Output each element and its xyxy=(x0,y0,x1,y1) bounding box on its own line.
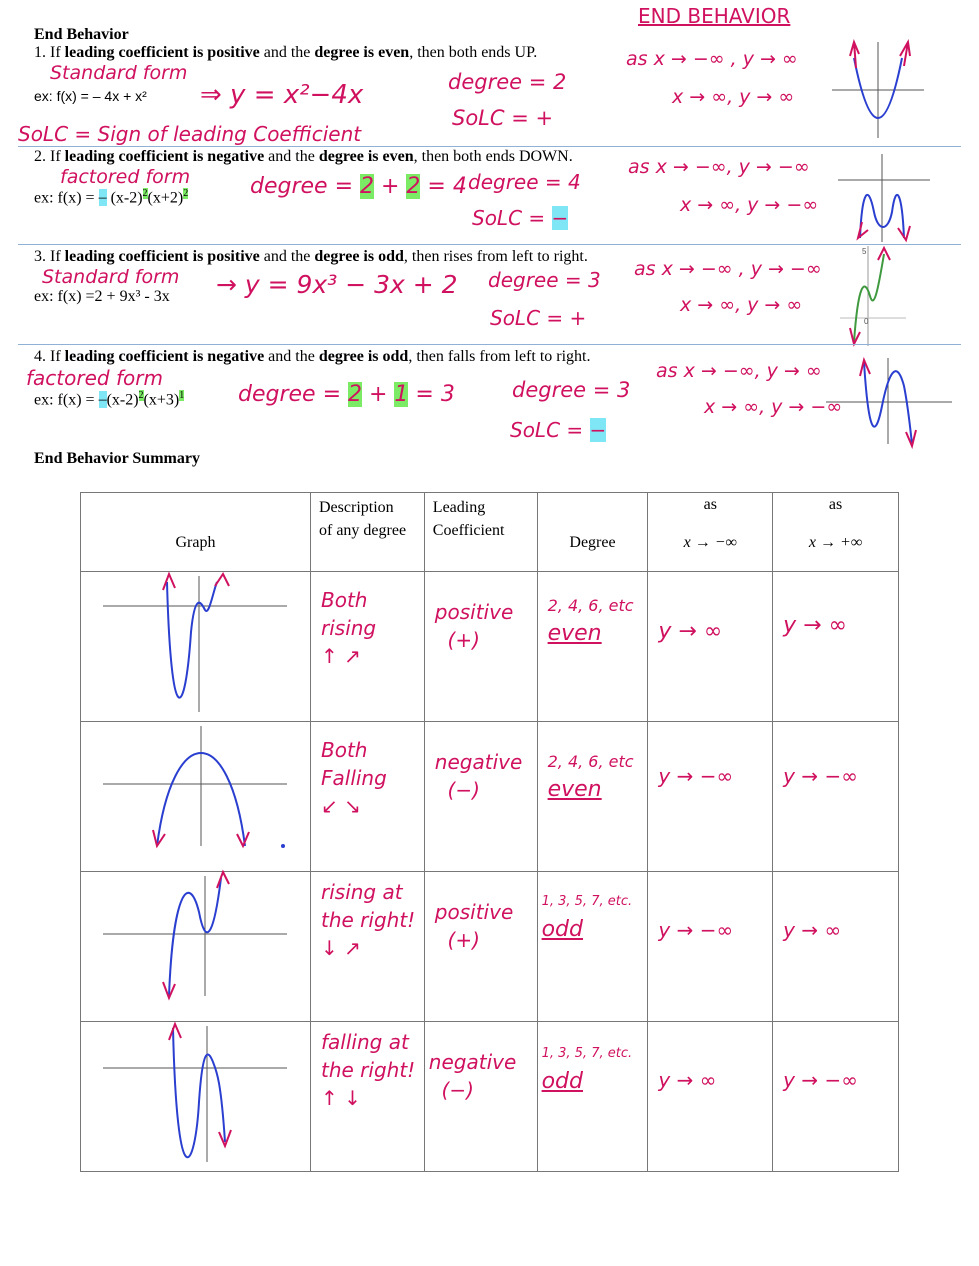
summary-graph-4 xyxy=(81,1022,310,1166)
graph-cell xyxy=(81,1022,311,1172)
summary-row xyxy=(81,872,899,1022)
header-description: Description of any degree xyxy=(311,493,425,572)
rule-4-text: 4. If leading coefficient is negative and the degree is odd, then falls from left to right. xyxy=(34,348,591,365)
rule-3-example: ex: f(x) =2 + 9x³ - 3x xyxy=(34,288,170,305)
rule-1-hw-x1: as x → −∞ , y → ∞ xyxy=(626,48,798,70)
rule-2-hw-x2: x → ∞, y → −∞ xyxy=(680,194,819,216)
neg-limit-cell: y → ∞ xyxy=(648,572,773,722)
rule-4-hw-x1: as x → −∞, y → ∞ xyxy=(656,360,822,382)
summary-row xyxy=(81,1022,899,1172)
rule-4-hw-degree-expr: degree = 2 + 1 = 3 xyxy=(238,382,455,407)
graph-cell xyxy=(81,722,311,872)
rule-3-hw-degree: degree = 3 xyxy=(488,268,601,292)
rule-3-form-note: Standard form xyxy=(42,266,180,288)
header-degree: Degree xyxy=(537,493,648,572)
rule-3-hw-equation: → y = 9x³ − 3x + 2 xyxy=(216,270,458,299)
description-cell: falling at the right! ↑ ↓ xyxy=(311,1022,425,1172)
graph-3-cubic xyxy=(840,246,906,356)
graph-1-parabola xyxy=(832,38,924,142)
header-graph: Graph xyxy=(81,493,311,572)
solc-definition: SoLC = Sign of leading Coefficient xyxy=(18,122,362,146)
description-cell: Both rising ↑ ↗ xyxy=(311,572,425,722)
divider xyxy=(18,244,961,245)
summary-title: End Behavior Summary xyxy=(34,450,200,467)
divider xyxy=(18,146,961,147)
divider xyxy=(18,344,961,345)
header-neg-limit: as x → −∞ xyxy=(648,493,773,572)
page-heading: End Behavior xyxy=(34,26,129,43)
graph-cell xyxy=(81,872,311,1022)
rule-2-text: 2. If leading coefficient is negative and the degree is even, then both ends DOWN. xyxy=(34,148,573,165)
neg-limit-cell: y → ∞ xyxy=(648,1022,773,1172)
rule-4-hw-x2: x → ∞, y → −∞ xyxy=(704,396,843,418)
rule-2-hw-degree-expr: degree = 2 + 2 = 4 xyxy=(250,174,467,199)
rule-1-example: ex: f(x) = – 4x + x² xyxy=(34,88,147,104)
degree-cell: 1, 3, 5, 7, etc. odd xyxy=(537,1022,648,1172)
pos-limit-cell: y → −∞ xyxy=(773,1022,899,1172)
rule-3-text: 3. If leading coefficient is positive and the degree is odd, then rises from left to right. xyxy=(34,248,588,265)
graph-3-tick-label: 5 xyxy=(862,247,867,256)
handwritten-title: END BEHAVIOR xyxy=(638,4,791,28)
neg-limit-cell: y → −∞ xyxy=(648,722,773,872)
summary-row xyxy=(81,722,899,872)
rule-1-form-note: Standard form xyxy=(50,62,188,84)
pos-limit-cell: y → ∞ xyxy=(773,572,899,722)
rule-4-hw-solc: SoLC = − xyxy=(510,418,607,442)
leading-cell: positive (+) xyxy=(424,572,537,722)
degree-cell: 1, 3, 5, 7, etc. odd xyxy=(537,872,648,1022)
header-pos-limit: as x → +∞ xyxy=(773,493,899,572)
rule-2-hw-degree: degree = 4 xyxy=(468,170,581,194)
summary-graph-2 xyxy=(81,722,310,866)
rule-2-hw-x1: as x → −∞, y → −∞ xyxy=(628,156,810,178)
summary-row xyxy=(81,572,899,722)
rule-2-hw-solc: SoLC = − xyxy=(472,206,569,230)
pos-limit-cell: y → −∞ xyxy=(773,722,899,872)
leading-cell: negative (−) xyxy=(424,722,537,872)
graph-cell xyxy=(81,572,311,722)
summary-table xyxy=(80,492,899,1172)
header-leading: Leading Coefficient xyxy=(424,493,537,572)
rule-1-hw-x2: x → ∞, y → ∞ xyxy=(672,86,795,108)
summary-graph-1 xyxy=(81,572,310,716)
graph-2-quartic xyxy=(838,152,930,244)
leading-cell: negative (−) xyxy=(424,1022,537,1172)
rule-4-hw-degree: degree = 3 xyxy=(512,378,631,402)
rule-2-example: ex: f(x) = – $(x-2)^2(x+2)^2$ xyxy=(34,188,189,207)
summary-graph-3 xyxy=(81,872,310,1016)
rule-4-example: ex: $f(x) = -(x-2)^2(x+3)^1$ xyxy=(34,390,185,409)
rule-1-hw-equation: ⇒ y = x²−4x xyxy=(200,80,364,110)
rule-1-text: 1. If leading coefficient is positive and the degree is even, then both ends UP. xyxy=(34,44,538,61)
rule-3-hw-x2: x → ∞, y → ∞ xyxy=(680,294,803,316)
leading-cell: positive (+) xyxy=(424,872,537,1022)
rule-3-hw-solc: SoLC = + xyxy=(490,306,587,330)
description-cell: rising at the right! ↓ ↗ xyxy=(311,872,425,1022)
rule-2-form-note: factored form xyxy=(60,166,191,188)
degree-cell: 2, 4, 6, etc even xyxy=(537,572,648,722)
rule-1-hw-degree: degree = 2 xyxy=(448,70,567,94)
rule-3-hw-x1: as x → −∞ , y → −∞ xyxy=(634,258,822,280)
rule-1-hw-solc: SoLC = + xyxy=(452,106,554,130)
degree-cell: 2, 4, 6, etc even xyxy=(537,722,648,872)
neg-limit-cell: y → −∞ xyxy=(648,872,773,1022)
description-cell: Both Falling ↙ ↘ xyxy=(311,722,425,872)
rule-4-form-note: factored form xyxy=(26,366,163,390)
graph-4-cubic xyxy=(826,356,952,446)
pos-limit-cell: y → ∞ xyxy=(773,872,899,1022)
graph-3-zero-label: 0 xyxy=(864,317,869,326)
